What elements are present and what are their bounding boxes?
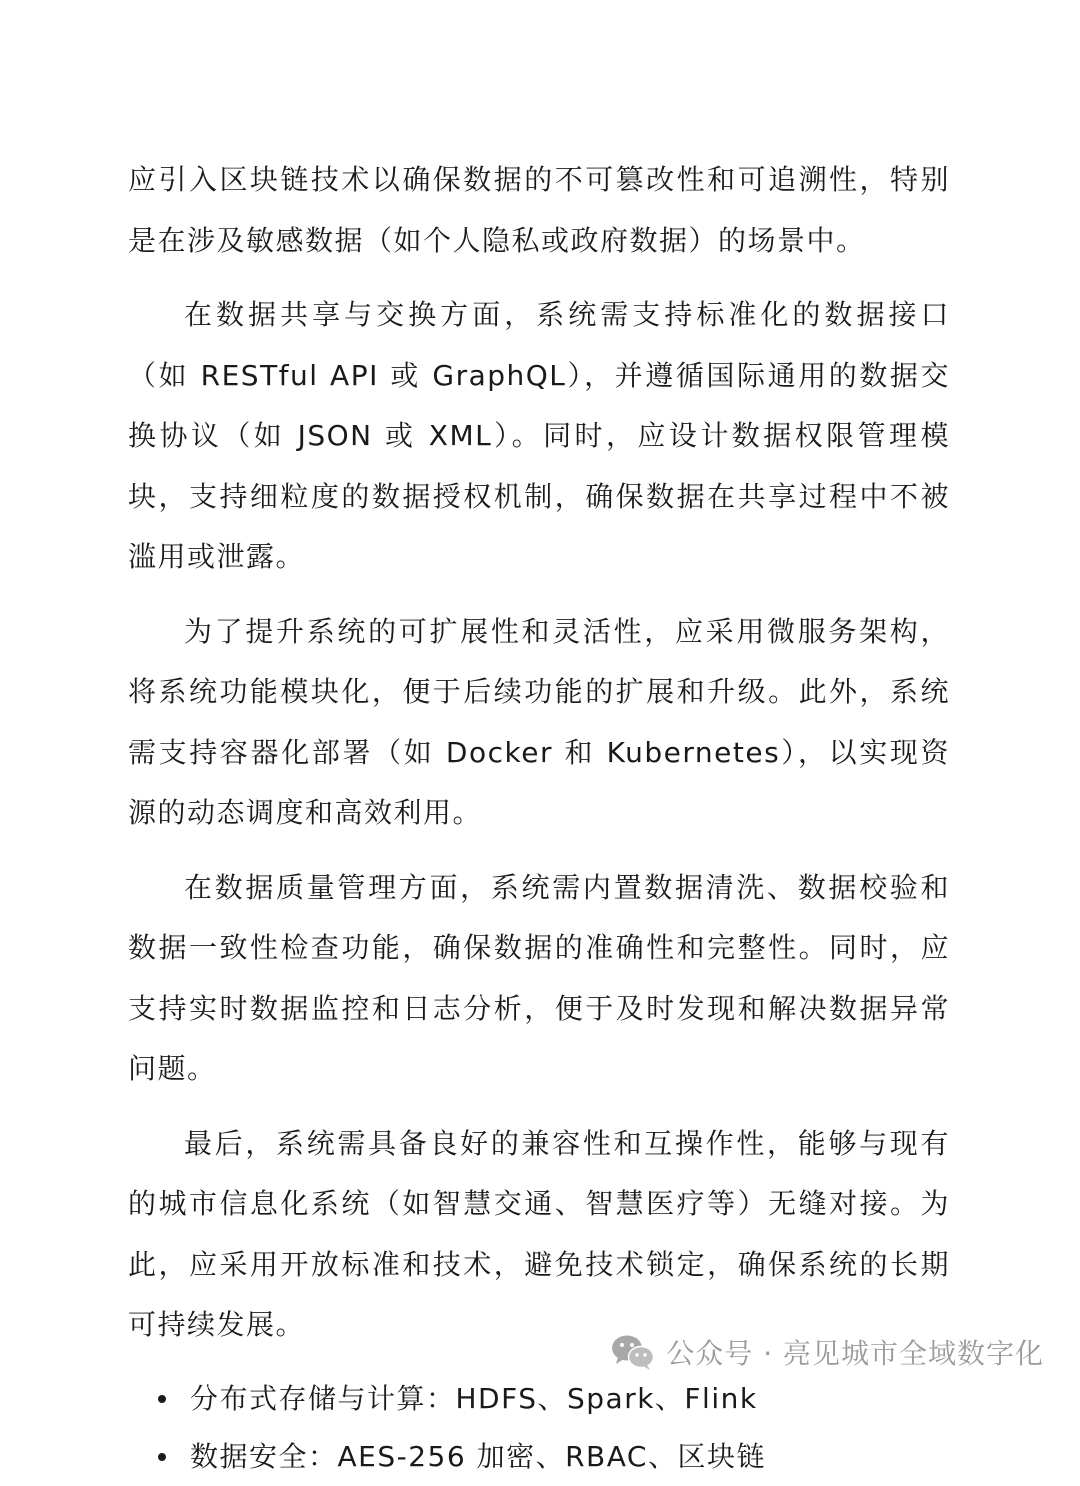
paragraph-data-sharing: 在数据共享与交换方面，系统需支持标准化的数据接口（如 RESTful API 或 GraphQL），并遵循国际通用的数据交换协议（如 JSON 或 XML）。同时，应设计数据权限管理模块，支持细粒度的数据授权机制，确保数据在共享过程中不被滥用或泄露。 xyxy=(128,298,950,573)
bullet-icon xyxy=(158,1453,166,1461)
paragraph-compatibility: 最后，系统需具备良好的兼容性和互操作性，能够与现有的城市信息化系统（如智慧交通、智慧医疗等）无缝对接。为此，应采用开放标准和技术，避免技术锁定，确保系统的长期可持续发展。 xyxy=(128,1126,950,1341)
document-body xyxy=(128,150,950,1486)
tech-list xyxy=(128,1370,950,1486)
paragraph-blockchain: 应引入区块链技术以确保数据的不可篡改性和可追溯性，特别是在涉及敏感数据（如个人隐私或政府数据）的场景中。 xyxy=(128,163,950,257)
wechat-icon xyxy=(610,1332,656,1372)
list-item xyxy=(128,1428,950,1486)
list-item xyxy=(128,1370,950,1428)
list-item-text: 数据安全：AES-256 加密、RBAC、区块链 xyxy=(190,1439,766,1473)
watermark-text: 公众号 · 亮见城市全域数字化 xyxy=(666,1337,1044,1370)
paragraph-microservices: 为了提升系统的可扩展性和灵活性，应采用微服务架构，将系统功能模块化，便于后续功能的扩展和升级。此外，系统需支持容器化部署（如 Docker 和 Kubernetes），以实现资源的动态调度和高效利用。 xyxy=(128,614,950,829)
watermark xyxy=(610,1330,1044,1374)
bullet-icon xyxy=(158,1395,166,1403)
paragraph-data-quality: 在数据质量管理方面，系统需内置数据清洗、数据校验和数据一致性检查功能，确保数据的准确性和完整性。同时，应支持实时数据监控和日志分析，便于及时发现和解决数据异常问题。 xyxy=(128,870,950,1085)
list-item-text: 分布式存储与计算：HDFS、Spark、Flink xyxy=(190,1381,758,1415)
